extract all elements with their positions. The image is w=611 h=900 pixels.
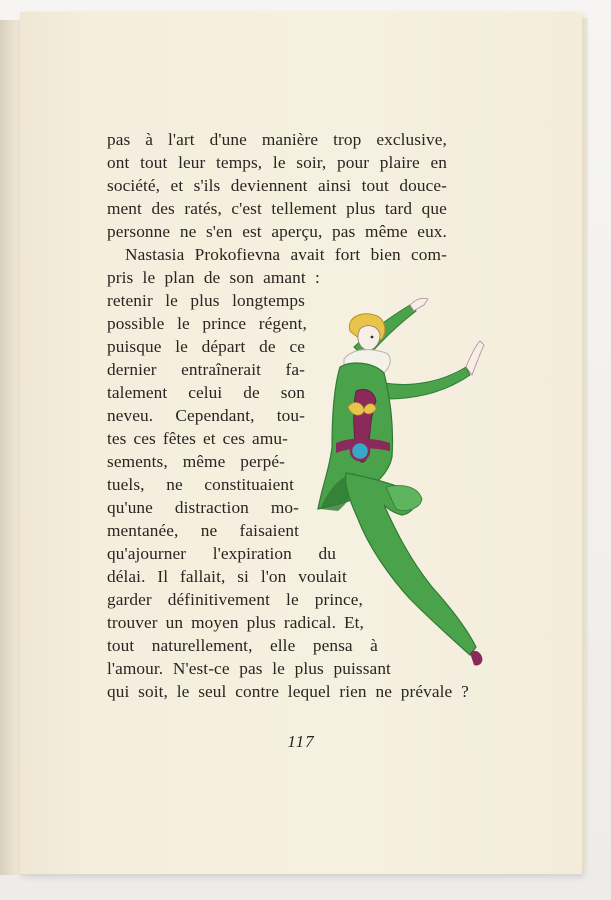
text-line-15: sements, même perpé- <box>107 452 285 471</box>
text-line-23: tout naturellement, elle pensa à <box>107 636 378 655</box>
text-line-21: garder définitivement le prince, <box>107 590 363 609</box>
text-line-22: trouver un moyen plus radical. Et, <box>107 613 364 632</box>
text-line-16: tuels, ne constituaient <box>107 475 294 494</box>
dancer-hand-raised <box>410 298 428 311</box>
page-number: 117 <box>287 732 315 751</box>
text-line-14: tes ces fêtes et ces amu- <box>107 429 288 448</box>
text-line-7: pris le plan de son amant : <box>107 268 320 287</box>
text-line-8: retenir le plus longtemps <box>107 291 305 310</box>
book-page <box>20 12 582 874</box>
dancer-eye <box>371 336 374 339</box>
dancer-illustration <box>310 287 495 672</box>
text-line-4: ment des ratés, c'est tellement plus tard que <box>107 199 447 218</box>
text-line-6: Nastasia Prokofievna avait fort bien com- <box>125 245 447 264</box>
text-line-24: l'amour. N'est-ce pas le plus puissant <box>107 659 391 678</box>
text-line-2: ont tout leur temps, le soir, pour plaire en <box>107 153 447 172</box>
text-line-9: possible le prince régent, <box>107 314 307 333</box>
text-line-5: personne ne s'en est aperçu, pas même eux. <box>107 222 447 241</box>
page-fore-edge <box>582 18 588 870</box>
dancer-arm-extended <box>384 367 470 399</box>
dancer-shoe <box>470 651 482 666</box>
text-line-17: qu'une distraction mo- <box>107 498 299 517</box>
dancer-hand-extended <box>466 341 484 375</box>
text-line-11: dernier entraînerait fa- <box>107 360 305 379</box>
text-line-3: société, et s'ils deviennent ainsi tout douce- <box>107 176 447 195</box>
text-line-25: qui soit, le seul contre lequel rien ne prévale ? <box>107 682 469 701</box>
text-line-13: neveu. Cependant, tou- <box>107 406 305 425</box>
text-line-1: pas à l'art d'une manière trop exclusive, <box>107 130 447 149</box>
text-line-10: puisque le départ de ce <box>107 337 305 356</box>
text-line-18: mentanée, ne faisaient <box>107 521 299 540</box>
text-line-12: talement celui de son <box>107 383 305 402</box>
text-line-20: délai. Il fallait, si l'on voulait <box>107 567 347 586</box>
text-line-19: qu'ajourner l'expiration du <box>107 544 336 563</box>
dancer-jewel <box>351 442 369 460</box>
